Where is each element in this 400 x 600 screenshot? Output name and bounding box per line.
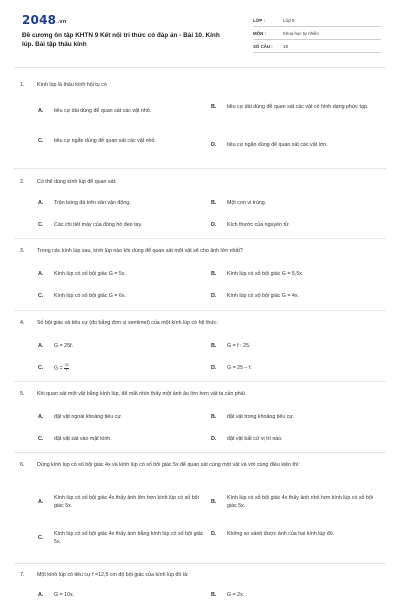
option-4d[interactable]	[211, 364, 381, 372]
option-text: G =	[54, 365, 63, 372]
option-letter: A.	[38, 343, 44, 349]
meta-key: MÔN :	[253, 30, 266, 36]
option-6a[interactable]	[38, 494, 210, 510]
option-text: tiêu cự dài dùng để quan sát các vật có hình dạng phức tạp.	[227, 104, 369, 110]
logo-suffix: .vn	[57, 19, 67, 25]
question-number: 3.	[20, 248, 25, 254]
option-text: G = 10x.	[54, 592, 75, 598]
option-text: đặt vật bất cứ vị trí nào.	[227, 436, 283, 442]
option-6d[interactable]	[211, 530, 383, 538]
question-text: Khi quan sát một vật bằng kính lúp, để mắt nhìn thấy một ảnh ảo lớn hơn vật ta cần phải	[37, 391, 245, 397]
question-2	[20, 178, 386, 186]
option-5a[interactable]	[38, 413, 208, 421]
option-5d[interactable]	[211, 435, 381, 443]
option-letter: D.	[211, 222, 217, 228]
question-text: Một kính lúp có tiêu cự f =12,5 cm độ bội giác của kính lúp đó là:	[37, 572, 189, 578]
option-letter: B.	[211, 499, 217, 505]
option-text: tiêu cự ngắn dùng để quan sát các vật nhỏ.	[54, 138, 156, 144]
meta-row-subject	[253, 27, 381, 40]
meta-value: Lớp 9	[283, 17, 295, 23]
option-letter: D.	[211, 436, 217, 442]
option-5b[interactable]	[211, 413, 381, 421]
question-number: 2.	[20, 179, 25, 185]
separator	[14, 238, 386, 239]
option-letter: B.	[211, 414, 217, 420]
separator	[14, 452, 386, 453]
question-7	[20, 571, 386, 579]
option-text: Kính lúp có số bội giác 4x thấy ảnh nhỏ hơn kính lúp có số bội giác 5x.	[227, 495, 373, 509]
question-text: Số bội giác và tiêu cự (đo bằng đơn vị xentimet) của một kính lúp có hệ thức:	[37, 320, 219, 326]
option-letter: D.	[211, 365, 217, 371]
option-letter: A.	[38, 200, 44, 206]
separator	[14, 381, 386, 382]
option-letter: A.	[38, 592, 44, 598]
option-letter: A.	[38, 499, 44, 505]
option-text: đặt vật ngoài khoảng tiêu cự.	[54, 414, 123, 420]
option-letter: A.	[38, 414, 44, 420]
option-text: Các chi tiết máy của đồng hồ đeo tay.	[54, 222, 143, 228]
question-1	[20, 81, 386, 89]
meta-row-class	[253, 14, 381, 27]
option-text: G = 25f.	[54, 343, 73, 349]
option-text: Trận bóng đá trên sân vận động.	[54, 200, 131, 206]
option-3b[interactable]	[211, 270, 381, 278]
separator	[14, 168, 386, 169]
option-letter: C.	[38, 535, 44, 541]
question-text: Kính lúp là thấu kính hội tụ có	[37, 82, 107, 88]
option-text: đặt vật trong khoảng tiêu cự.	[227, 414, 295, 420]
option-3a[interactable]	[38, 270, 208, 278]
option-text: G = 2x.	[227, 592, 245, 598]
option-text: đặt vật sát vào mặt kính.	[54, 436, 112, 442]
question-text: Dùng kính lúp có số bội giác 4x và kính lúp có số bội giác 5x để quan sát cùng một vật và với cùng điều kiện thì:	[37, 462, 300, 468]
question-number: 6.	[20, 462, 25, 468]
separator	[14, 310, 386, 311]
option-2d[interactable]	[211, 221, 381, 229]
option-4a[interactable]	[38, 342, 208, 350]
option-letter: C.	[38, 436, 44, 442]
question-3	[20, 247, 386, 255]
option-letter: C.	[38, 365, 44, 372]
option-letter: B.	[211, 200, 217, 206]
option-letter: B.	[211, 592, 217, 598]
document-title: Đề cương ôn tập KHTN 9 Kết nối tri thức có đáp án - Bài 10. Kính lúp. Bài tập thấu kính	[22, 32, 220, 48]
option-letter: D.	[211, 531, 217, 537]
option-6b[interactable]	[211, 494, 383, 510]
question-6	[20, 461, 386, 469]
question-text: Có thể dùng kính lúp để quan sát:	[37, 179, 117, 185]
option-2c[interactable]	[38, 221, 208, 229]
option-text: Kính lúp có số bội giác G = 5,5x.	[227, 271, 304, 277]
option-letter: C.	[38, 222, 44, 228]
site-logo[interactable]	[22, 13, 67, 27]
option-letter: D.	[211, 293, 217, 299]
option-letter: A.	[38, 108, 44, 114]
question-number: 5.	[20, 391, 25, 397]
question-4	[20, 319, 386, 327]
option-1c[interactable]	[38, 137, 208, 145]
option-text-end: .	[69, 365, 71, 372]
meta-table	[253, 14, 381, 53]
option-text: Kính lúp có số bội giác 4x thấy ảnh bằng kính lúp có số bội giác 5x.	[54, 531, 204, 545]
option-text: Một con vi trùng.	[227, 200, 267, 206]
option-1d[interactable]	[211, 141, 386, 149]
option-letter: B.	[211, 343, 217, 349]
option-4b[interactable]	[211, 342, 381, 350]
option-text: Kính lúp có số bội giác G = 6x.	[54, 293, 126, 299]
header-divider	[14, 67, 386, 68]
option-2b[interactable]	[211, 199, 381, 207]
option-letter: B.	[211, 104, 217, 110]
fraction-numerator: 25	[64, 363, 69, 367]
option-text: Không so sánh được ảnh của hai kính lúp đó.	[227, 531, 335, 537]
option-text: Kính lúp có số bội giác G = 5x.	[54, 271, 126, 277]
option-letter: C.	[38, 138, 44, 144]
meta-key: SỐ CÂU :	[253, 43, 273, 49]
meta-value: 18	[283, 43, 288, 49]
option-letter: C.	[38, 293, 44, 299]
question-number: 1.	[20, 82, 25, 88]
option-text: Kính lúp có số bội giác 4x thấy ảnh lớn hơn kính lúp có số bội giác 5x.	[54, 495, 199, 509]
option-2a[interactable]	[38, 199, 208, 207]
question-number: 4.	[20, 320, 25, 326]
option-1b[interactable]	[211, 103, 381, 111]
option-letter: B.	[211, 271, 217, 277]
option-5c[interactable]	[38, 435, 208, 443]
option-1a[interactable]	[38, 107, 208, 115]
option-3c[interactable]	[38, 292, 208, 300]
meta-key: LỚP :	[253, 17, 265, 23]
option-7a[interactable]	[38, 591, 208, 599]
logo-main: 2048	[22, 13, 57, 27]
option-4c[interactable]	[38, 364, 208, 373]
option-letter: A.	[38, 271, 44, 277]
option-text: tiêu cự ngắn dùng để quan sát các vật lớn.	[227, 142, 328, 148]
document-header	[0, 0, 400, 66]
option-text: Kích thước của nguyên tử.	[227, 222, 290, 228]
option-7b[interactable]	[211, 591, 381, 599]
option-text: G = 25 – f.	[227, 365, 252, 371]
option-text: Kính lúp có số bội giác G = 4x.	[227, 293, 299, 299]
option-letter: D.	[211, 142, 217, 148]
question-text: Trong các kính lúp sau, kính lúp nào khi dùng để quan sát một vật sẽ cho ảnh lớn nhất?	[37, 248, 243, 254]
option-3d[interactable]	[211, 292, 381, 300]
separator	[14, 563, 386, 564]
option-6c[interactable]	[38, 530, 210, 546]
question-number: 7.	[20, 572, 25, 578]
question-5	[20, 390, 386, 398]
option-text: G = f : 25.	[227, 343, 251, 349]
option-text: tiêu cự dài dùng để quan sát các vật nhỏ.	[54, 108, 152, 114]
meta-value: Khoa học tự nhiên	[283, 30, 319, 36]
meta-row-count	[253, 40, 381, 53]
fraction-denominator: f	[66, 367, 68, 372]
